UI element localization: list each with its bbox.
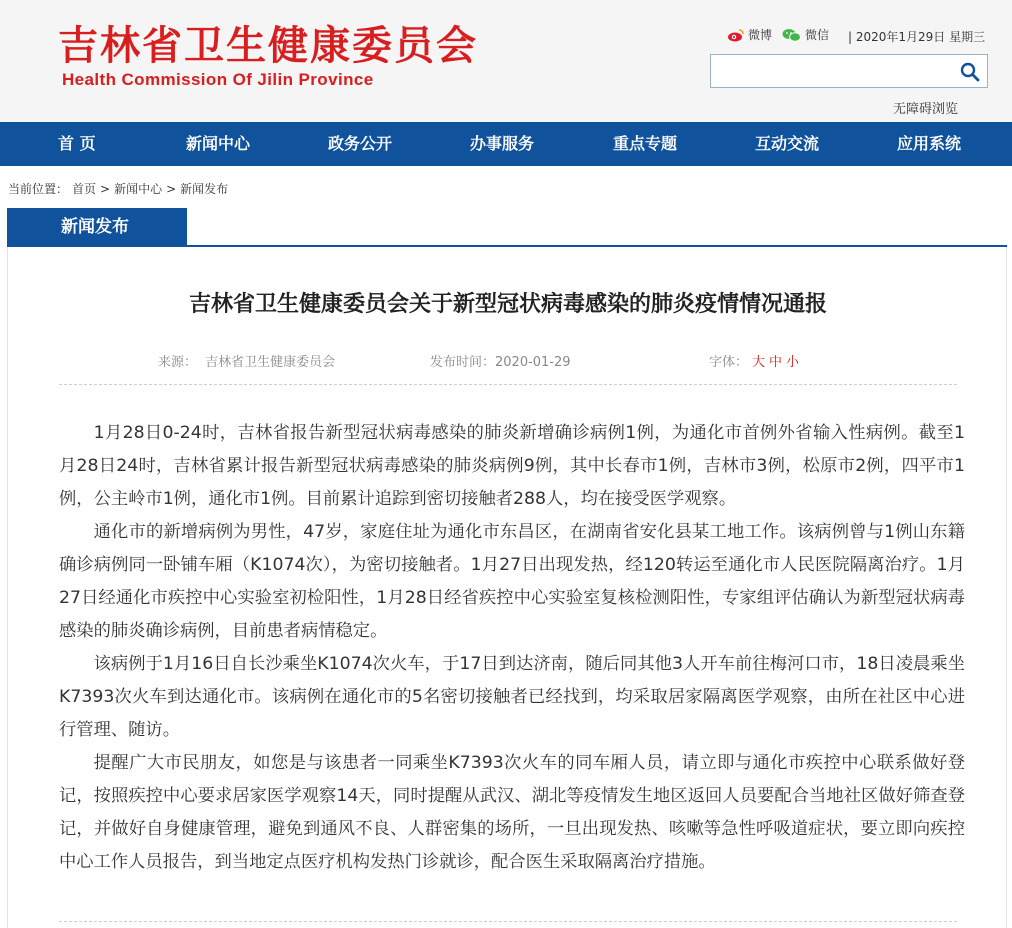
search-button[interactable] (957, 59, 983, 85)
search-input[interactable] (713, 57, 953, 85)
article-title: 吉林省卫生健康委员会关于新型冠状病毒感染的肺炎疫情情况通报 (188, 292, 827, 317)
search-icon (960, 62, 980, 82)
nav-item-government-affairs[interactable]: 政务公开 (328, 134, 393, 153)
article-paragraph: 1月28日0-24时，吉林省报告新型冠状病毒感染的肺炎新增确诊病例1例，为通化市首例外省输入性病例。截至1月28日24时，吉林省累计报告新型冠状病毒感染的肺炎病例9例，其中长春市1例，吉林市3例，松原市2例，四平市1例，公主岭市1例，通化市1例。目前累计追踪到密切接触者288人，均在接受医学观察。 (59, 423, 965, 509)
article-paragraph: 该病例于1月16日自长沙乘坐K1074次火车，于17日到达济南，随后同其他3人开车前往梅河口市，18日凌晨乘坐K7393次火车到达通化市。该病例在通化市的5名密切接触者已经找到，均采取居家隔离医学观察，由所在社区中心进行管理、随访。 (59, 654, 965, 740)
wechat-link[interactable] (782, 26, 829, 43)
current-date: | 2020年1月29日 星期三 (848, 30, 986, 44)
font-size-medium[interactable]: 中 (769, 355, 783, 370)
article-time (430, 351, 571, 370)
nav-item-applications[interactable]: 应用系统 (897, 134, 962, 153)
site-subtitle: Health Commission Of Jilin Province (62, 70, 374, 89)
breadcrumb-current[interactable]: 新闻发布 (180, 182, 229, 196)
nav-item-home[interactable]: 首 页 (58, 134, 96, 153)
divider (59, 384, 957, 385)
article-paragraph: 提醒广大市民朋友，如您是与该患者一同乘坐K7393次火车的同车厢人员，请立即与通化市疾控中心联系做好登记，按照疾控中心要求居家医学观察14天，同时提醒从武汉、湖北等疫情发生地区返回人员要配合当地社区做好筛查登记，并做好自身健康管理，避免到通风不良、人群密集的场所，一旦出现发热、咳嗽等急性呼吸道症状，要立即向疾控中心工作人员报告，到当地定点医疗机构发热门诊就诊，配合医生采取隔离治疗措施。 (59, 753, 965, 872)
source-value: 吉林省卫生健康委员会 (205, 355, 336, 370)
time-label: 发布时间： (430, 355, 496, 370)
breadcrumb-separator: > (100, 182, 111, 196)
section-tab-news-release[interactable]: 新闻发布 (7, 208, 187, 247)
accessible-browse-link[interactable]: 无障碍浏览 (893, 102, 959, 117)
nav-item-services[interactable]: 办事服务 (470, 134, 535, 153)
nav-item-interaction[interactable]: 互动交流 (755, 134, 820, 153)
weibo-label: 微博 (748, 28, 773, 42)
breadcrumb-home[interactable]: 首页 (72, 182, 97, 196)
wechat-label: 微信 (805, 28, 830, 42)
section-header (7, 208, 1007, 247)
breadcrumb (8, 180, 232, 197)
article-panel (7, 247, 1007, 928)
nav-item-key-topics[interactable]: 重点专题 (613, 134, 678, 153)
main-nav (0, 122, 1012, 166)
article-source (158, 351, 335, 370)
font-size-selector (709, 351, 799, 370)
font-size-large[interactable]: 大 (752, 355, 766, 370)
weibo-link[interactable] (727, 26, 772, 43)
article-paragraph: 通化市的新增病例为男性，47岁，家庭住址为通化市东昌区，在湖南省安化县某工地工作。该病例曾与1例山东籍确诊病例同一卧铺车厢（K1074次），为密切接触者。1月27日出现发热，经120转运至通化市人民医院隔离治疗。1月27日经通化市疾控中心实验室初检阳性，1月28日经省疾控中心实验室复核检测阳性，专家组评估确认为新型冠状病毒感染的肺炎确诊病例，目前患者病情稳定。 (59, 522, 965, 641)
font-size-small[interactable]: 小 (786, 355, 800, 370)
article-body (59, 417, 965, 879)
breadcrumb-prefix: 当前位置： (8, 182, 69, 196)
source-label: 来源： (158, 355, 198, 370)
site-title[interactable]: 吉林省卫生健康委员会 (58, 22, 478, 69)
search-box (710, 54, 988, 88)
divider (59, 921, 957, 922)
breadcrumb-separator: > (166, 182, 177, 196)
breadcrumb-news-center[interactable]: 新闻中心 (114, 182, 163, 196)
wechat-icon (782, 28, 802, 42)
weibo-icon (727, 28, 745, 42)
font-size-label: 字体： (709, 355, 749, 370)
site-header (0, 0, 1012, 122)
nav-item-news-center[interactable]: 新闻中心 (186, 134, 251, 153)
time-value: 2020-01-29 (495, 355, 571, 370)
